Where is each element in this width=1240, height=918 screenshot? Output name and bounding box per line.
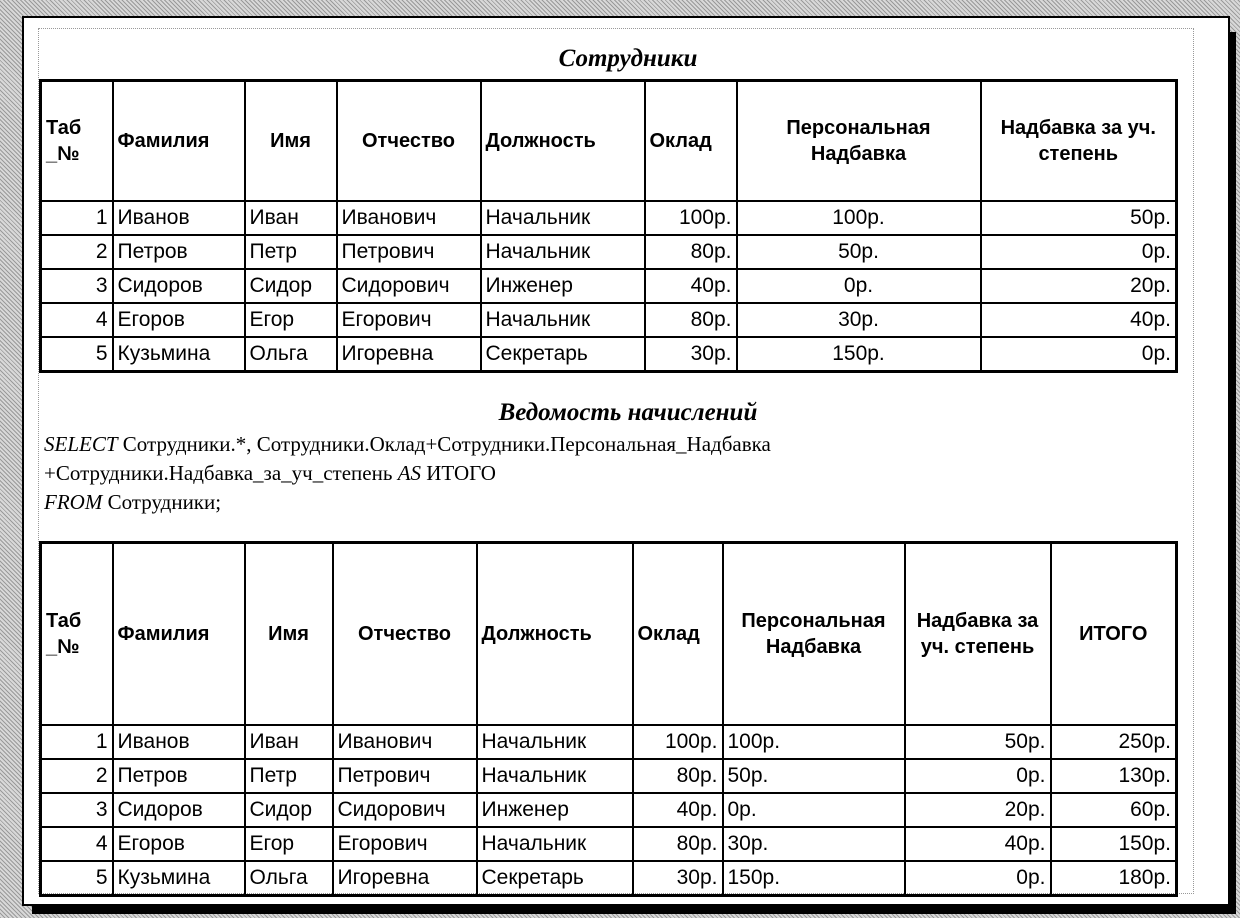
table-cell: 5	[41, 861, 113, 896]
table2-header-cell: ИТОГО	[1051, 543, 1177, 726]
table-cell: 1	[41, 201, 113, 235]
table1-header-cell: Имя	[245, 81, 337, 202]
table-cell: 60р.	[1051, 793, 1177, 827]
table-row	[41, 793, 1177, 827]
table2-header-cell: Отчество	[333, 543, 477, 726]
table-cell: 30р.	[645, 337, 737, 372]
table-cell: 40р.	[645, 269, 737, 303]
payroll-table	[39, 541, 1178, 897]
table-cell: Иван	[245, 201, 337, 235]
table-cell: Сидоров	[113, 793, 245, 827]
table-cell: 100р.	[633, 725, 723, 759]
table-cell: 150р.	[723, 861, 905, 896]
table-cell: 50р.	[723, 759, 905, 793]
table-row	[41, 201, 1177, 235]
table-cell: Иванов	[113, 201, 245, 235]
table2-title: Ведомость начислений	[498, 399, 758, 426]
table-cell: 4	[41, 303, 113, 337]
sql-line-1	[44, 430, 1164, 459]
table-cell: Егорович	[337, 303, 481, 337]
table-cell: 3	[41, 793, 113, 827]
sql-line-3	[44, 488, 1164, 517]
table-cell: 80р.	[633, 827, 723, 861]
table-cell: 50р.	[981, 201, 1177, 235]
table-cell: 250р.	[1051, 725, 1177, 759]
document-page	[22, 16, 1230, 906]
sql-keyword: AS	[397, 461, 422, 485]
table1-header-cell: Надбавка за уч. степень	[981, 81, 1177, 202]
table-cell: 100р.	[723, 725, 905, 759]
table1-header-cell: Персональная Надбавка	[737, 81, 981, 202]
sql-text: +Сотрудники.Надбавка_за_уч_степень	[44, 461, 398, 485]
table-cell: Иванович	[337, 201, 481, 235]
table-cell: Петров	[113, 759, 245, 793]
table-cell: 0р.	[723, 793, 905, 827]
table1-header-row	[41, 81, 1177, 202]
table1-title: Сотрудники	[558, 45, 698, 72]
table-cell: Егор	[245, 303, 337, 337]
sql-text: Сотрудники;	[102, 490, 222, 514]
table-cell: Ольга	[245, 861, 333, 896]
table-cell: Начальник	[477, 725, 633, 759]
sql-keyword: SELECT	[44, 432, 118, 456]
table-cell: Иванов	[113, 725, 245, 759]
sql-keyword: FROM	[44, 490, 103, 514]
table-cell: Кузьмина	[113, 861, 245, 896]
sql-text: ИТОГО	[421, 461, 496, 485]
table-cell: 5	[41, 337, 113, 372]
table-cell: Егоров	[113, 827, 245, 861]
table-cell: 0р.	[905, 861, 1051, 896]
table-cell: Иван	[245, 725, 333, 759]
table-cell: 80р.	[645, 303, 737, 337]
table2-header-cell: Имя	[245, 543, 333, 726]
table-cell: Секретарь	[481, 337, 645, 372]
table-cell: 2	[41, 759, 113, 793]
table-cell: 0р.	[981, 235, 1177, 269]
table-cell: 0р.	[905, 759, 1051, 793]
table-cell: 30р.	[723, 827, 905, 861]
table-row	[41, 827, 1177, 861]
employees-table	[39, 79, 1178, 373]
table-cell: 40р.	[981, 303, 1177, 337]
table-cell: Петрович	[333, 759, 477, 793]
table2-header-row	[41, 543, 1177, 726]
table-cell: 2	[41, 235, 113, 269]
table1-header-cell: Таб _№	[41, 81, 113, 202]
table2-header-cell: Таб _№	[41, 543, 113, 726]
table-cell: Игоревна	[337, 337, 481, 372]
table-row	[41, 235, 1177, 269]
table-cell: Иванович	[333, 725, 477, 759]
table-cell: Егорович	[333, 827, 477, 861]
table-cell: Кузьмина	[113, 337, 245, 372]
table-cell: 0р.	[981, 337, 1177, 372]
table-cell: 0р.	[737, 269, 981, 303]
table-cell: Егоров	[113, 303, 245, 337]
table-cell: Сидорович	[333, 793, 477, 827]
table-row	[41, 725, 1177, 759]
table-row	[41, 759, 1177, 793]
table-cell: 180р.	[1051, 861, 1177, 896]
table-row	[41, 861, 1177, 896]
table2-header-cell: Оклад	[633, 543, 723, 726]
table-cell: Петров	[113, 235, 245, 269]
table1-header-cell: Фамилия	[113, 81, 245, 202]
table1-header-cell: Отчество	[337, 81, 481, 202]
table2-header-cell: Надбавка за уч. степень	[905, 543, 1051, 726]
table-cell: 80р.	[633, 759, 723, 793]
table-cell: Инженер	[477, 793, 633, 827]
table-row	[41, 303, 1177, 337]
table-cell: 130р.	[1051, 759, 1177, 793]
table-cell: Сидоров	[113, 269, 245, 303]
table-cell: 30р.	[737, 303, 981, 337]
table-cell: Петр	[245, 235, 337, 269]
table-cell: Игоревна	[333, 861, 477, 896]
table-cell: 150р.	[1051, 827, 1177, 861]
table-cell: Начальник	[477, 827, 633, 861]
table-cell: 40р.	[905, 827, 1051, 861]
table-cell: 50р.	[905, 725, 1051, 759]
table-cell: Начальник	[481, 201, 645, 235]
table-cell: 4	[41, 827, 113, 861]
table-cell: 150р.	[737, 337, 981, 372]
table-cell: Сидорович	[337, 269, 481, 303]
table1-header-cell: Должность	[481, 81, 645, 202]
table-cell: Секретарь	[477, 861, 633, 896]
table-cell: Сидор	[245, 269, 337, 303]
table-cell: Начальник	[481, 235, 645, 269]
table2-header-cell: Фамилия	[113, 543, 245, 726]
table-cell: Начальник	[481, 303, 645, 337]
table-cell: Сидор	[245, 793, 333, 827]
table-cell: 30р.	[633, 861, 723, 896]
table-cell: 20р.	[981, 269, 1177, 303]
table-cell: Петрович	[337, 235, 481, 269]
table-cell: 20р.	[905, 793, 1051, 827]
table-cell: Егор	[245, 827, 333, 861]
table-cell: Инженер	[481, 269, 645, 303]
sql-text: Сотрудники.*, Сотрудники.Оклад+Сотрудники.Персональная_Надбавка	[117, 432, 771, 456]
sql-query	[44, 430, 1164, 517]
table-row	[41, 269, 1177, 303]
table2-header-cell: Должность	[477, 543, 633, 726]
table-cell: Начальник	[477, 759, 633, 793]
table-cell: 100р.	[645, 201, 737, 235]
table-cell: 3	[41, 269, 113, 303]
table2-header-cell: Персональная Надбавка	[723, 543, 905, 726]
table-cell: Петр	[245, 759, 333, 793]
table-row	[41, 337, 1177, 372]
table-cell: 1	[41, 725, 113, 759]
table-cell: 50р.	[737, 235, 981, 269]
table-cell: Ольга	[245, 337, 337, 372]
table-cell: 40р.	[633, 793, 723, 827]
table-cell: 80р.	[645, 235, 737, 269]
table1-header-cell: Оклад	[645, 81, 737, 202]
table-cell: 100р.	[737, 201, 981, 235]
sql-line-2	[44, 459, 1164, 488]
